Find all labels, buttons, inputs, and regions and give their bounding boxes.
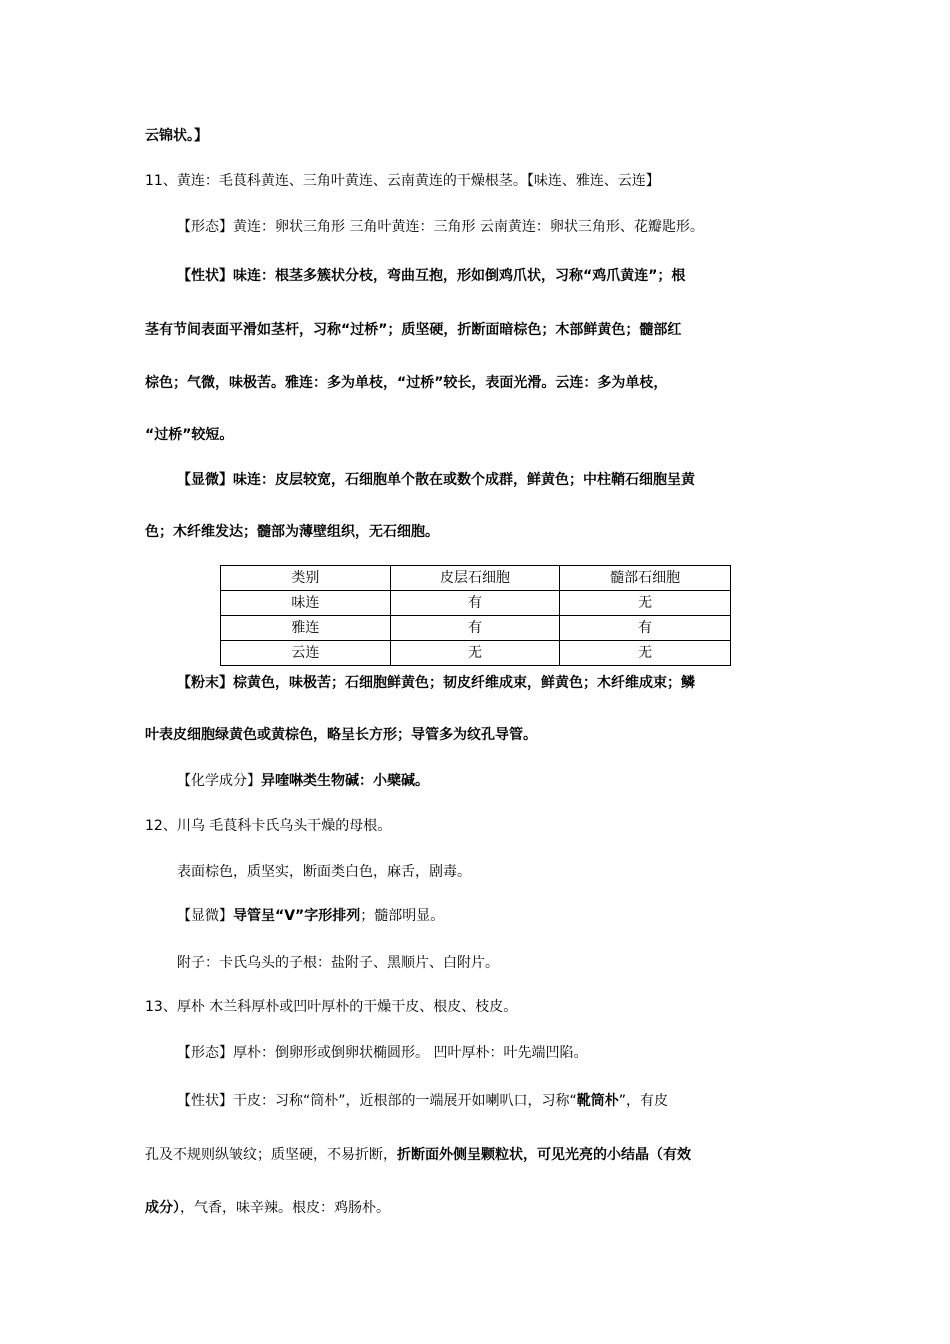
emphasis: 靴筒朴 — [576, 1093, 619, 1109]
text: 孔及不规则纵皱纹；质坚硬，不易折断， — [145, 1147, 397, 1163]
text-line — [145, 1145, 691, 1165]
text-line — [177, 1091, 668, 1111]
table-cell: 无 — [560, 641, 731, 666]
table-cell: 云连 — [221, 641, 391, 666]
text-line: 【粉末】棕黄色，味极苦；石细胞鲜黄色；韧皮纤维成束，鲜黄色；木纤维成束；鳞 — [177, 675, 695, 691]
text-line: 【显微】味连：皮层较宽，石细胞单个散在或数个成群，鲜黄色；中柱鞘石细胞呈黄 — [177, 472, 695, 488]
text: 【性状】干皮：习称“筒朴”，近根部的一端展开如喇叭口，习称“ — [177, 1093, 577, 1109]
table-header-cell: 髓部石细胞 — [560, 566, 731, 591]
table-cell: 有 — [560, 616, 731, 641]
table-cell: 有 — [390, 591, 560, 616]
text-line: 【形态】黄连：卵状三角形 三角叶黄连：三角形 云南黄连：卵状三角形、花瓣匙形。 — [177, 219, 704, 235]
table-cell: 雅连 — [221, 616, 391, 641]
table-header-row — [221, 566, 731, 591]
text-line — [177, 906, 444, 926]
text: ；髓部明显。 — [360, 908, 445, 924]
table-header-cell: 皮层石细胞 — [390, 566, 560, 591]
text-line: 茎有节间表面平滑如茎杆，习称“过桥”；质坚硬，折断面暗棕色；木部鲜黄色；髓部红 — [145, 322, 682, 338]
table-row — [221, 591, 731, 616]
table-header-cell: 类别 — [221, 566, 391, 591]
table-cell: 味连 — [221, 591, 391, 616]
text-line: 棕色；气微，味极苦。雅连：多为单枝，“过桥”较长，表面光滑。云连：多为单枝， — [145, 375, 668, 391]
text: ，气香，味辛辣。根皮：鸡肠朴。 — [180, 1200, 390, 1216]
table-cell: 无 — [560, 591, 731, 616]
table-cell: 无 — [390, 641, 560, 666]
text-line: 【形态】厚朴：倒卵形或倒卵状椭圆形。 凹叶厚朴：叶先端凹陷。 — [177, 1045, 588, 1061]
comparison-table — [220, 565, 731, 666]
emphasis: 折断面外侧呈颗粒状，可见光亮的小结晶（有效 — [397, 1147, 691, 1163]
table-cell: 有 — [390, 616, 560, 641]
text-line: 色；木纤维发达；髓部为薄壁组织，无石细胞。 — [145, 524, 439, 540]
label: 【化学成分】 — [177, 773, 261, 789]
section-heading-huanglian: 11、黄连：毛茛科黄连、三角叶黄连、云南黄连的干燥根茎。【味连、雅连、云连】 — [145, 173, 660, 189]
text-line: 叶表皮细胞绿黄色或黄棕色，略呈长方形；导管多为纹孔导管。 — [145, 727, 537, 743]
text-line: 云锦状。】 — [145, 128, 208, 144]
text-line — [177, 771, 429, 791]
text-line: 【性状】味连：根茎多簇状分枝，弯曲互抱，形如倒鸡爪状，习称“鸡爪黄连”；根 — [177, 268, 686, 284]
text-line: 附子：卡氏乌头的子根：盐附子、黑顺片、白附片。 — [177, 955, 499, 971]
emphasis: 导管呈“V”字形排列 — [233, 908, 361, 924]
text-line — [145, 1198, 390, 1218]
table-row — [221, 641, 731, 666]
label: 【显微】 — [177, 908, 233, 924]
text: ”，有皮 — [618, 1093, 669, 1109]
emphasis: 成分） — [145, 1200, 180, 1216]
table-row — [221, 616, 731, 641]
text-line: “过桥”较短。 — [145, 427, 234, 443]
section-heading-houpo: 13、厚朴 木兰科厚朴或凹叶厚朴的干燥干皮、根皮、枝皮。 — [145, 999, 518, 1015]
text-line: 表面棕色，质坚实，断面类白色，麻舌，剧毒。 — [177, 864, 471, 880]
emphasis: 异喹啉类生物碱：小檗碱。 — [261, 773, 429, 789]
section-heading-chuanwu: 12、川乌 毛茛科卡氏乌头干燥的母根。 — [145, 818, 392, 834]
